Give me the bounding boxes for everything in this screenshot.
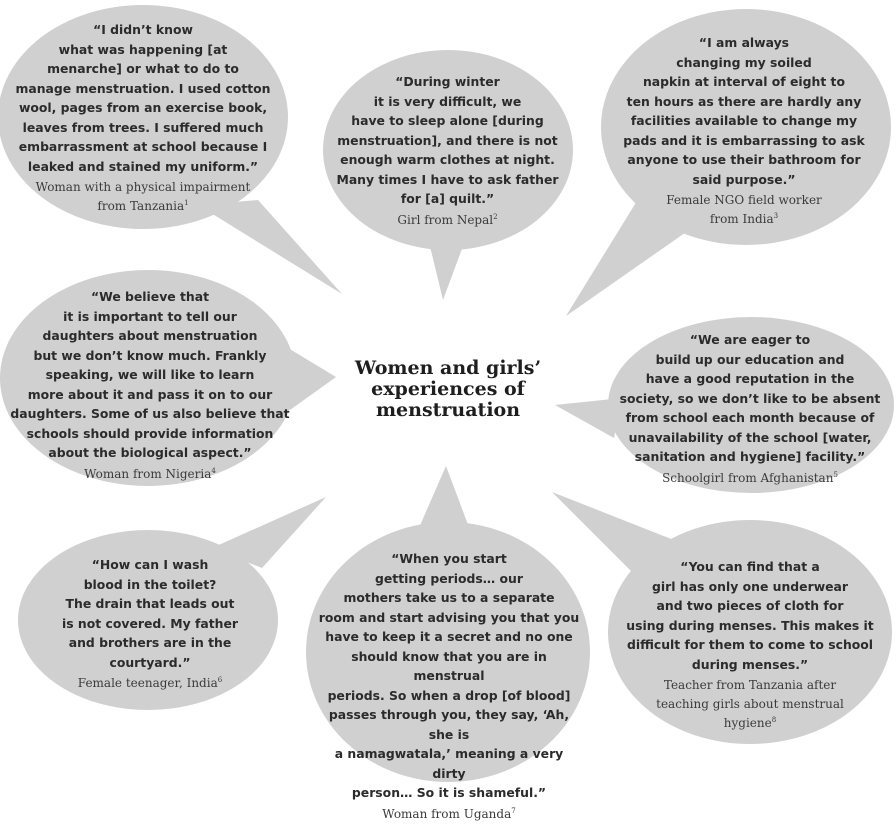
bubble-7-ref: 7	[511, 806, 516, 815]
bubble-1-ref: 1	[184, 199, 189, 207]
bubble-5-attribution: Schoolgirl from Afghanistan$^5$	[662, 470, 838, 485]
bubble-6-ref: 6	[217, 676, 223, 684]
bubble-2-ref: 2	[493, 212, 498, 221]
bubble-1-attribution: Woman with a physical impairment from Tanzania$^1$	[35, 180, 251, 213]
diagram-title: Women and girls’ experiences of menstruation	[354, 357, 542, 421]
bubble-7-quote: “When you start getting periods… our mothers take us to a separate room and start advising you that you have to keep it a secret and no one should know that you are in menstrual periods. So when a drop [of blood] passes through you, they say, ‘Ah, she is a namagwatala,’ meaning a very dirty person… So it is shameful.”	[318, 551, 580, 800]
bubble-2	[325, 72, 570, 230]
bubble-8-quote: “You can find that a girl has only one underwear and two pieces of cloth for using during menses. This makes it difficult for them to come to school during menses.”	[626, 559, 874, 672]
bubble-3-ref: 3	[773, 212, 779, 220]
bubble-4-attribution: Woman from Nigeria$^4$	[84, 466, 216, 481]
bubble-1	[0, 20, 286, 216]
bubble-7-attribution: Woman from Uganda$^7$	[382, 806, 516, 821]
bubble-5-quote: “We are eager to build up our education and have a good reputation in the society, so we don’t like to be absent from school each month because of unavailability of the school [water, sanitation and hygiene] facility.”	[619, 332, 881, 464]
bubble-3-attribution: Female NGO field worker from India$^3$	[666, 193, 822, 226]
bubble-1-quote: “I didn’t know what was happening [at menarche] or what to do to manage menstruation. I used cotton wool, pages from an exercise book, leaves from trees. I suffered much embarrassment at school because I leaked and stained my uniform.”	[15, 22, 271, 174]
bubble-5-ref: 5	[833, 470, 838, 479]
bubble-6-quote: “How can I wash blood in the toilet? The drain that leads out is not covered. My father and brothers are in the courtyard.”	[62, 557, 238, 670]
bubble-4	[10, 287, 290, 484]
bubble-5	[614, 330, 886, 488]
bubble-3-quote: “I am always changing my soiled napkin at interval of eight to ten hours as there are hardly any facilities available to change my pads and it is embarrassing to ask anyone to use their bathroom for said purpose.”	[623, 35, 865, 187]
bubble-4-quote: “We believe that it is important to tell our daughters about menstruation but we don’t know much. Frankly speaking, we will like to learn more about it and pass it on to our daughters. Some of us also believe that schools should provide information about the biological aspect.”	[10, 289, 290, 460]
bubble-2-attribution: Girl from Nepal$^2$	[397, 212, 498, 227]
bubble-7	[318, 549, 580, 824]
bubble-3	[618, 33, 870, 229]
bubble-8	[620, 557, 880, 733]
bubble-8-ref: 8	[771, 716, 777, 724]
bubble-6-attribution: Female teenager, India$^6$	[77, 676, 223, 690]
bubble-4-ref: 4	[211, 466, 216, 475]
bubble-7-tail	[418, 466, 470, 530]
bubble-2-quote: “During winter it is very difficult, we have to sleep alone [during menstruation], and there is not enough warm clothes at night. Many times I have to ask father for [a] quilt.”	[336, 74, 559, 206]
bubble-8-attribution: Teacher from Tanzania after teaching girls about menstrual hygiene$^8$	[656, 678, 844, 730]
bubble-6	[30, 555, 270, 693]
